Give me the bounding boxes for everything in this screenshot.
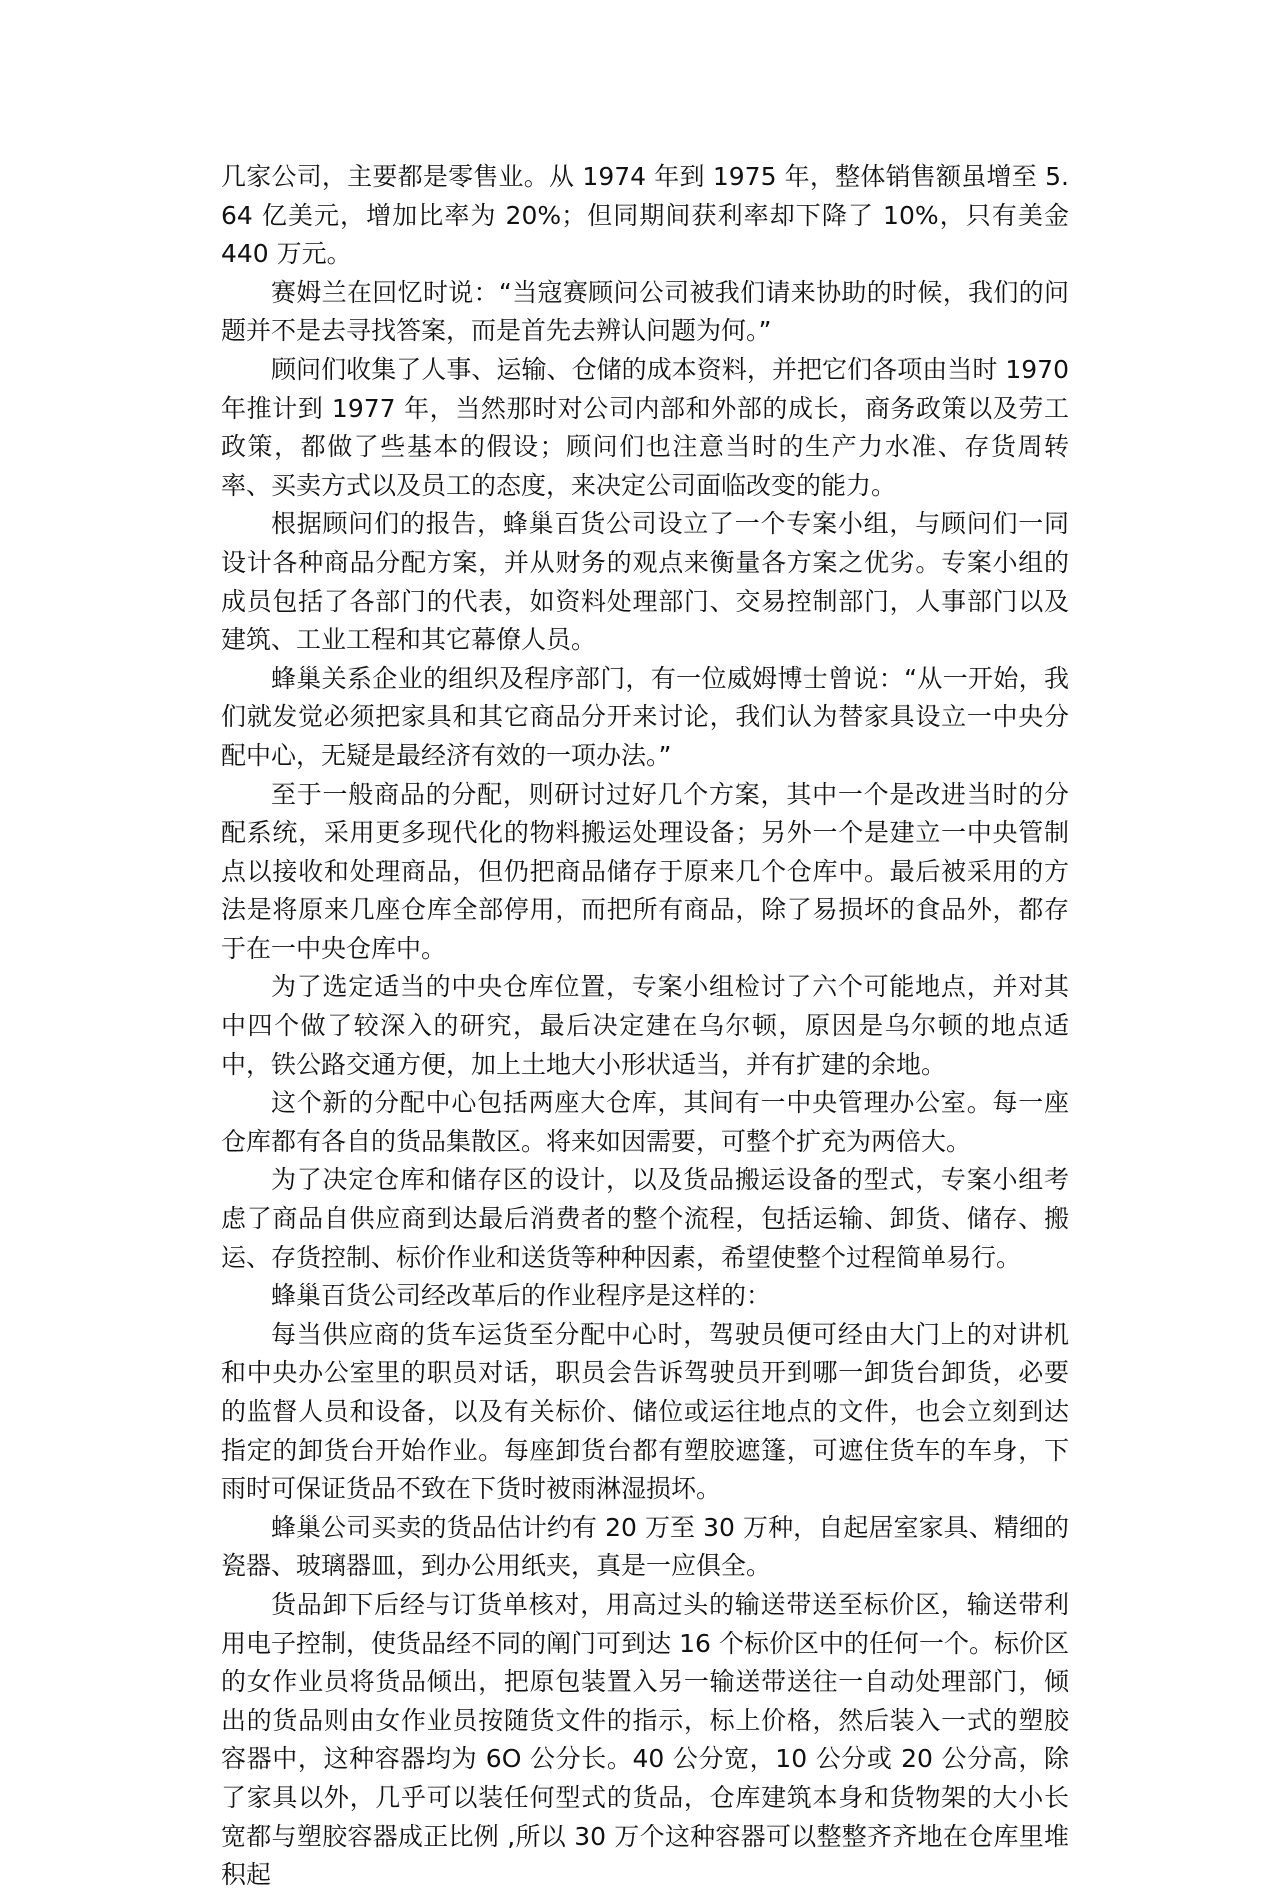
paragraph-distribution-center: 这个新的分配中心包括两座大仓库，其间有一中央管理办公室。每一座仓库都有各自的货品集散区。将来如因需要，可整个扩充为两倍大。 — [221, 1088, 1069, 1156]
paragraph-quote-wim: 蜂巢关系企业的组织及程序部门，有一位威姆博士曾说：“从一开始，我们就发觉必须把家具和其它商品分开来讨论，我们认为替家具设立一中央分配中心，无疑是最经济有效的一项办法。” — [221, 663, 1069, 770]
paragraph-continuation: 几家公司，主要都是零售业。从 1974 年到 1975 年，整体销售额虽增至 5. 64 亿美元，增加比率为 20%；但同期间获利率却下降了 10%，只有美金 440 万元。 — [221, 162, 1069, 269]
paragraph-quote-semlan: 赛姆兰在回忆时说：“当寇赛顾问公司被我们请来协助的时候，我们的问题并不是去寻找答案，而是首先去辨认问题为何。” — [221, 277, 1069, 346]
paragraph-warehouse-design: 为了决定仓库和储存区的设计，以及货品搬运设备的型式，专案小组考虑了商品自供应商到达最后消费者的整个流程，包括运输、卸货、储存、搬运、存货控制、标价作业和送货等种种因素，希望使整个过程简单易行。 — [221, 1165, 1069, 1272]
paragraph-pricing-containers: 货品卸下后经与订货单核对，用高过头的输送带送至标价区，输送带利用电子控制，使货品经不同的阐门可到达 16 个标价区中的任何一个。标价区的女作业员将货品倾出，把原包装置入另一输送带送往一自动处理部门，倾出的货品则由女作业员按随货文件的指示，标上价格，然后装入一式的塑胶容器中，这种容器均为 6O 公分长。40 公分宽，10 公分或 20 公分高，除了家具以外，几乎可以装任何型式的货品，仓库建筑本身和货物架的大小长宽都与塑胶容器成正比例 ,所以 30 万个这种容器可以整整齐齐地在仓库里堆积起 — [221, 1589, 1069, 1890]
paragraph-project-team: 根据顾问们的报告，蜂巢百货公司设立了一个专案小组，与顾问们一同设计各种商品分配方案，并从财务的观点来衡量各方案之优劣。专案小组的成员包括了各部门的代表，如资料处理部门、交易控制部门，人事部门以及建筑、工业工程和其它幕僚人员。 — [221, 509, 1069, 655]
paragraph-procedure-intro: 蜂巢百货公司经改革后的作业程序是这样的： — [271, 1281, 772, 1311]
paragraph-truck-unloading: 每当供应商的货车运货至分配中心时，驾驶员便可经由大门上的对讲机和中央办公室里的职员对话，职员会告诉驾驶员开到哪一卸货台卸货，必要的监督人员和设备，以及有关标价、储位或运往地点的文件，也会立刻到达指定的卸货台开始作业。每座卸货台都有塑胶遮篷，可遮住货车的车身，下雨时可保证货品不致在下货时被雨淋湿损坏。 — [221, 1319, 1069, 1504]
paragraph-consultants-data: 顾问们收集了人事、运输、仓储的成本资料，并把它们各项由当时 1970 年推计到 1977 年，当然那时对公司内部和外部的成长，商务政策以及劳工政策，都做了些基本的假设；顾问们也注意当时的生产力水准、存货周转率、买卖方式以及员工的态度，来决定公司面临改变的能力。 — [221, 354, 1069, 500]
paragraph-product-range: 蜂巢公司买卖的货品估计约有 20 万至 30 万种，自起居室家具、精细的瓷器、玻璃器皿，到办公用纸夹，真是一应俱全。 — [221, 1512, 1069, 1581]
paragraph-distribution-options: 至于一般商品的分配，则研讨过好几个方案，其中一个是改进当时的分配系统，采用更多现代化的物料搬运处理设备；另外一个是建立一中央管制点以接收和处理商品，但仍把商品储存于原来几个仓库中。最后被采用的方法是将原来几座仓库全部停用，而把所有商品，除了易损坏的食品外，都存于在一中央仓库中。 — [221, 779, 1069, 963]
body-text — [221, 158, 1069, 1895]
paragraph-site-selection: 为了选定适当的中央仓库位置，专案小组检讨了六个可能地点，并对其中四个做了较深入的研究，最后决定建在乌尔顿，原因是乌尔顿的地点适中，铁公路交通方便，加上土地大小形状适当，并有扩建的余地。 — [221, 972, 1069, 1079]
